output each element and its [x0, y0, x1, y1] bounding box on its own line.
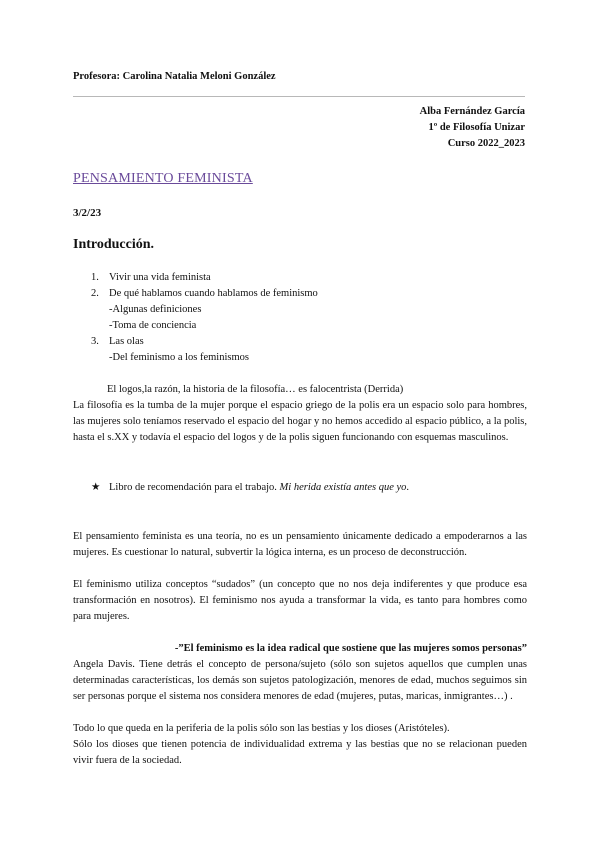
- davis-quote: -”El feminismo es la idea radical que sostiene que las mujeres somos personas”: [174, 643, 527, 654]
- davis-paragraph: Angela Davis. Tiene detrás el concepto de persona/sujeto (sólo son sujetos aquellos que cumplen unas determinadas características, los demás son sujetos patologización, menores de edad, muchos seguimos sin ser personas porque el sistema nos considera menores de edad (mujeres, putas, maricas, inmigrantes…) .: [73, 659, 527, 702]
- professor-line: Profesora: Carolina Natalia Meloni González: [73, 71, 276, 82]
- document-title: PENSAMIENTO FEMINISTA: [73, 171, 253, 186]
- outline-number: 1.: [91, 272, 99, 283]
- outline-number: 3.: [91, 336, 99, 347]
- recommended-book-title: Mi herida existía antes que yo: [279, 482, 407, 493]
- periferia-paragraph: Todo lo que queda en la periferia de la polis sólo son las bestias y los dioses (Aristóteles).: [73, 723, 450, 734]
- outline-label: Las olas: [109, 336, 144, 347]
- author-name: Alba Fernández García: [419, 106, 525, 117]
- outline-item: [91, 286, 318, 334]
- section-heading: Introducción.: [73, 237, 155, 252]
- outline-item: [91, 270, 318, 286]
- star-icon: ★: [91, 482, 101, 493]
- dioses-paragraph: Sólo los dioses que tienen potencia de individualidad extrema y las bestias que no se relacionan pueden vivir fuera de la sociedad.: [73, 739, 527, 766]
- outline-number: 2.: [91, 288, 99, 299]
- course-name: 1º de Filosofía Unizar: [428, 122, 525, 133]
- outline-subitem: -Toma de conciencia: [109, 320, 197, 331]
- header-divider: [73, 96, 525, 97]
- outline-item: [91, 334, 318, 366]
- lecture-date: 3/2/23: [73, 207, 102, 219]
- outline-subitem: -Algunas definiciones: [109, 304, 202, 315]
- recommendation-text: Libro de recomendación para el trabajo.: [109, 482, 280, 493]
- teoria-paragraph: El pensamiento feminista es una teoría, no es un pensamiento únicamente dedicado a empoderarnos a las mujeres. Es cuestionar lo natural, subvertir la lógica interna, es un proceso de deconstrucción.: [73, 531, 527, 558]
- outline-list: [91, 270, 318, 366]
- logos-paragraph: El logos,la razón, la historia de la filosofía… es falocentrista (Derrida): [107, 384, 404, 395]
- outline-subitem: -Del feminismo a los feminismos: [109, 352, 249, 363]
- academic-year: Curso 2022_2023: [447, 138, 525, 149]
- recommendation-line: [91, 481, 409, 493]
- author-block: [420, 104, 525, 152]
- recommendation-end: .: [406, 482, 410, 493]
- tumba-paragraph: La filosofía es la tumba de la mujer porque el espacio griego de la polis era un espacio solo para hombres, las mujeres solo teníamos reservado el espacio del hogar y no hemos accedido al espacio público, a la polis, hasta el s.XX y todavía el espacio del logos y de la polis siguen funcionando con esquemas masculinos.: [73, 400, 527, 443]
- sudados-paragraph: El feminismo utiliza conceptos “sudados” (un concepto que no nos deja indiferentes y que produce esa transformación en nosotros). El feminismo nos ayuda a transformar la vida, es tanto para hombres como para mujeres.: [73, 579, 527, 622]
- outline-label: Vivir una vida feminista: [109, 272, 211, 283]
- outline-label: De qué hablamos cuando hablamos de feminismo: [109, 288, 318, 299]
